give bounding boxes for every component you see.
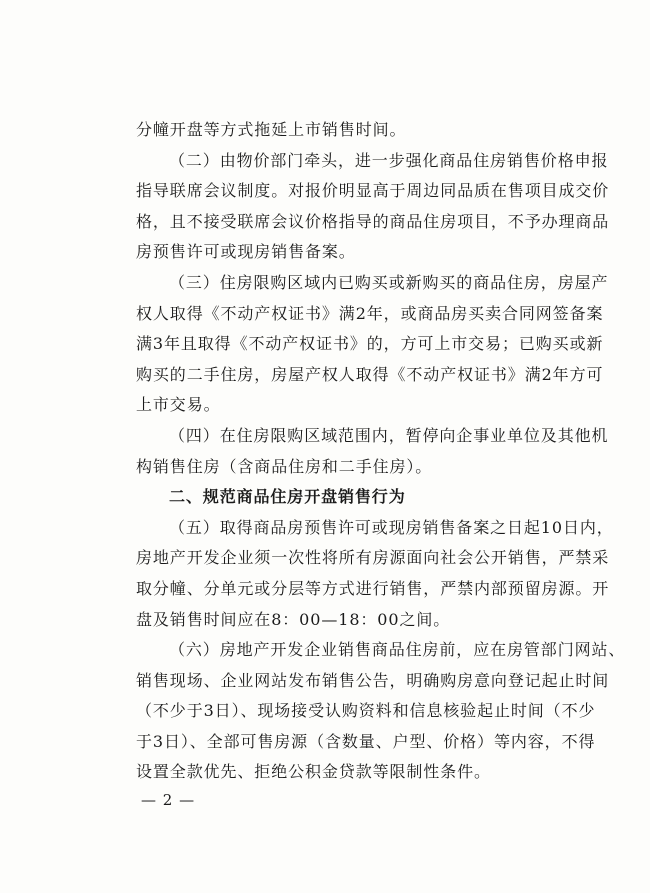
- paragraph-item-5: [136, 513, 612, 635]
- paragraph-continuation: [136, 115, 612, 146]
- text-line: （不少于3日）、现场接受认购资料和信息核验起止时间（不少: [136, 701, 596, 721]
- text-line: （三）住房限购区域内已购买或新购买的商品住房，房屋产: [169, 272, 609, 292]
- text-line: 构销售住房（含商品住房和二手住房）。: [136, 456, 433, 476]
- text-line: （二）由物价部门牵头，进一步强化商品住房销售价格申报: [169, 150, 609, 170]
- text-line: （五）取得商品房预售许可或现房销售备案之日起10日内，: [169, 517, 614, 537]
- text-line: 格，且不接受联席会议价格指导的商品住房项目，不予办理商品: [136, 211, 610, 231]
- text-line: 于3日）、全部可售房源（含数量、户型、价格）等内容，不得: [136, 731, 596, 751]
- document-body: [136, 115, 626, 788]
- text-line: 房预售许可或现房销售备案。: [136, 242, 356, 262]
- text-line: 指导联席会议制度。对报价明显高于周边同品质在售项目成交价: [136, 181, 610, 201]
- text-line: 销售现场、企业网站发布销售公告，明确购房意向登记起止时间: [136, 670, 610, 690]
- text-line: （六）房地产开发企业销售商品住房前，应在房管部门网站、: [169, 640, 626, 660]
- text-line: 房地产开发企业须一次性将所有房源面向社会公开销售，严禁采: [136, 548, 610, 568]
- text-line: 满3年且取得《不动产权证书》的，方可上市交易；已购买或新: [136, 334, 604, 354]
- section-heading: 二、规范商品住房开盘销售行为: [169, 487, 406, 507]
- page-number: — 2 —: [141, 791, 196, 809]
- text-line: 取分幢、分单元或分层等方式进行销售，严禁内部预留房源。开: [136, 578, 610, 598]
- text-line: 上市交易。: [136, 395, 221, 415]
- paragraph-item-4: [136, 421, 612, 482]
- text-line: 设置全款优先、拒绝公积金贷款等限制性条件。: [136, 762, 491, 782]
- text-line: 权人取得《不动产权证书》满2年，或商品房买卖合同网签备案: [136, 303, 604, 323]
- text-line: 分幢开盘等方式拖延上市销售时间。: [136, 120, 407, 139]
- text-line: 购买的二手住房，房屋产权人取得《不动产权证书》满2年方可: [136, 364, 604, 384]
- paragraph-item-6: [136, 635, 626, 788]
- text-line: 盘及销售时间应在8：00—18：00之间。: [136, 609, 451, 629]
- paragraph-item-3: [136, 268, 612, 421]
- paragraph-item-2: [136, 146, 612, 268]
- text-line: （四）在住房限购区域范围内，暂停向企事业单位及其他机: [169, 425, 609, 445]
